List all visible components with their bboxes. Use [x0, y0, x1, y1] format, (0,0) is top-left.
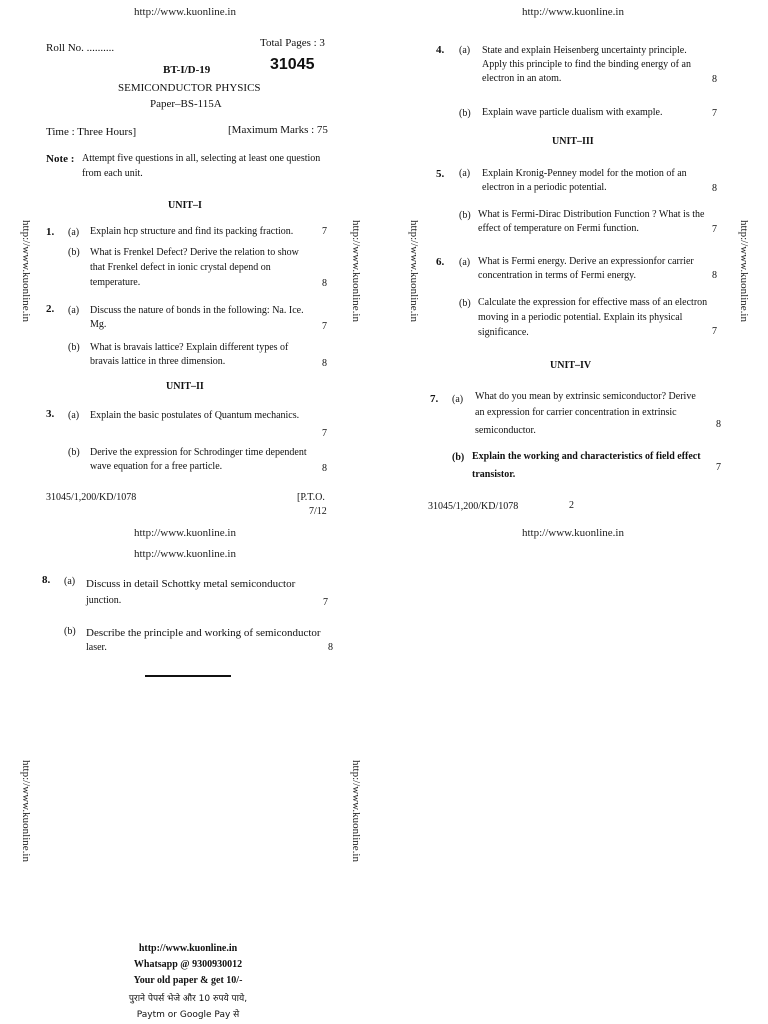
- note-label: Note :: [46, 153, 75, 165]
- side-watermark: http://www.kuonline.in: [350, 760, 362, 862]
- question-part-label: (a): [64, 576, 76, 587]
- question-marks: 8: [322, 358, 327, 369]
- question-marks: 8: [712, 74, 717, 85]
- question-part-label: (b): [459, 108, 471, 119]
- question-number: 6.: [436, 256, 445, 268]
- promo-payment: Paytm or Google Pay से: [136, 1010, 240, 1020]
- time-allowed: Time : Three Hours]: [46, 126, 137, 138]
- question-marks: 8: [716, 419, 721, 430]
- question-marks: 7: [323, 597, 328, 608]
- question-text: significance.: [478, 327, 529, 338]
- question-text: temperature.: [90, 277, 141, 288]
- question-text: Explain the working and characteristics of field effect: [472, 451, 701, 462]
- watermark-url: http://www.kuonline.in: [134, 548, 236, 560]
- question-part-label: (a): [459, 45, 471, 56]
- question-text: laser.: [86, 642, 107, 653]
- unit-heading: UNIT–III: [552, 136, 594, 147]
- question-text: electron in a periodic potential.: [482, 182, 607, 193]
- note-text: from each unit.: [82, 168, 143, 179]
- question-marks: 8: [322, 278, 327, 289]
- unit-heading: UNIT–II: [166, 381, 204, 392]
- question-text: Discuss the nature of bonds in the following: Na. Ice.: [90, 305, 304, 316]
- question-text: Apply this principle to find the binding energy of an: [482, 59, 691, 70]
- unit-heading: UNIT–IV: [550, 360, 592, 371]
- question-text: What do you mean by extrinsic semiconductor? Derive: [475, 391, 696, 402]
- question-text: that Frenkel defect in ionic crystal depend on: [90, 262, 271, 273]
- question-part-label: (a): [68, 305, 80, 316]
- question-text: What is Frenkel Defect? Derive the relation to show: [90, 247, 299, 258]
- note-text: Attempt five questions in all, selecting at least one question: [82, 153, 321, 164]
- question-marks: 7: [712, 326, 717, 337]
- pto-label: [P.T.O.: [297, 492, 325, 503]
- question-part-label: (b): [68, 447, 80, 458]
- watermark-url: http://www.kuonline.in: [134, 527, 236, 539]
- question-text: junction.: [86, 595, 122, 606]
- exam-code: BT-I/D-19: [163, 64, 211, 76]
- question-marks: 7: [712, 108, 717, 119]
- question-marks: 7: [322, 428, 327, 439]
- unit-heading: UNIT–I: [168, 200, 202, 211]
- question-text: bravais lattice in three dimension.: [90, 356, 226, 367]
- question-text: transistor.: [472, 469, 516, 480]
- question-marks: 7: [716, 462, 721, 473]
- question-number: 7.: [430, 393, 439, 405]
- promo-offer: Your old paper & get 10/-: [133, 975, 243, 986]
- question-text: Explain the basic postulates of Quantum mechanics.: [90, 410, 300, 421]
- question-part-label: (b): [64, 626, 76, 637]
- print-date: 7/12: [309, 506, 327, 517]
- question-text: an expression for carrier concentration in extrinsic: [475, 407, 677, 418]
- side-watermark: http://www.kuonline.in: [350, 220, 362, 322]
- question-marks: 8: [712, 270, 717, 281]
- question-part-label: (b): [459, 210, 471, 221]
- question-part-label: (a): [68, 227, 80, 238]
- total-pages: Total Pages : 3: [260, 37, 325, 49]
- promo-offer-hindi: पुराने पेपर्स भेजे और 10 रुपये पाये,: [128, 994, 248, 1004]
- question-part-label: (a): [68, 410, 80, 421]
- question-marks: 8: [322, 463, 327, 474]
- question-part-label: (a): [459, 257, 471, 268]
- question-number: 4.: [436, 44, 445, 56]
- question-text: Discuss in detail Schottky metal semiconductor: [86, 578, 296, 590]
- question-part-label: (b): [452, 452, 465, 463]
- question-part-label: (a): [452, 394, 464, 405]
- question-text: electron in an atom.: [482, 73, 562, 84]
- question-number: 3.: [46, 408, 55, 420]
- side-watermark: http://www.kuonline.in: [738, 220, 750, 322]
- question-text: What is bravais lattice? Explain different types of: [90, 342, 289, 353]
- question-text: Derive the expression for Schrodinger time dependent: [90, 447, 307, 458]
- promo-whatsapp: Whatsapp @ 9300930012: [133, 959, 243, 970]
- question-text: moving in a periodic potential. Explain its physical: [478, 312, 683, 323]
- question-number: 8.: [42, 574, 51, 586]
- question-number: 2.: [46, 303, 55, 315]
- question-marks: 7: [322, 321, 327, 332]
- paper-code: Paper–BS-115A: [150, 98, 222, 110]
- question-text: effect of temperature on Fermi function.: [478, 223, 639, 234]
- side-watermark: http://www.kuonline.in: [20, 220, 32, 322]
- question-marks: 8: [328, 642, 333, 653]
- question-part-label: (a): [459, 168, 471, 179]
- question-number: 5.: [436, 168, 445, 180]
- watermark-url: http://www.kuonline.in: [522, 6, 624, 18]
- roll-no: Roll No. ..........: [46, 42, 115, 54]
- question-text: semiconductor.: [475, 425, 536, 436]
- paper-number: 31045: [270, 56, 315, 73]
- question-text: Explain wave particle dualism with example.: [482, 107, 663, 118]
- question-part-label: (b): [68, 342, 80, 353]
- watermark-url: http://www.kuonline.in: [522, 527, 624, 539]
- question-text: Explain hcp structure and find its packing fraction.: [90, 226, 294, 237]
- footer-code: 31045/1,200/KD/1078: [428, 501, 519, 512]
- question-text: What is Fermi energy. Derive an expressionfor carrier: [478, 256, 694, 267]
- question-number: 1.: [46, 226, 55, 238]
- question-text: State and explain Heisenberg uncertainty principle.: [482, 45, 687, 56]
- question-text: Explain Kronig-Penney model for the motion of an: [482, 168, 687, 179]
- page-number: 2: [569, 500, 574, 511]
- question-text: concentration in terms of Fermi energy.: [478, 270, 637, 281]
- promo-url: http://www.kuonline.in: [138, 943, 238, 954]
- footer-code: 31045/1,200/KD/1078: [46, 492, 137, 503]
- question-marks: 8: [712, 183, 717, 194]
- question-part-label: (b): [68, 247, 80, 258]
- subject-title: SEMICONDUCTOR PHYSICS: [118, 82, 261, 94]
- max-marks: [Maximum Marks : 75: [228, 124, 328, 136]
- question-text: Describe the principle and working of semiconductor: [86, 627, 321, 639]
- question-text: What is Fermi-Dirac Distribution Function ? What is the: [478, 209, 705, 220]
- question-part-label: (b): [459, 298, 471, 309]
- watermark-url: http://www.kuonline.in: [134, 6, 236, 18]
- side-watermark: http://www.kuonline.in: [408, 220, 420, 322]
- question-marks: 7: [712, 224, 717, 235]
- question-text: wave equation for a free particle.: [90, 461, 223, 472]
- question-marks: 7: [322, 226, 327, 237]
- question-text: Calculate the expression for effective mass of an electron: [478, 297, 708, 308]
- question-text: Mg.: [90, 319, 107, 330]
- end-of-paper-rule: [145, 675, 231, 677]
- side-watermark: http://www.kuonline.in: [20, 760, 32, 862]
